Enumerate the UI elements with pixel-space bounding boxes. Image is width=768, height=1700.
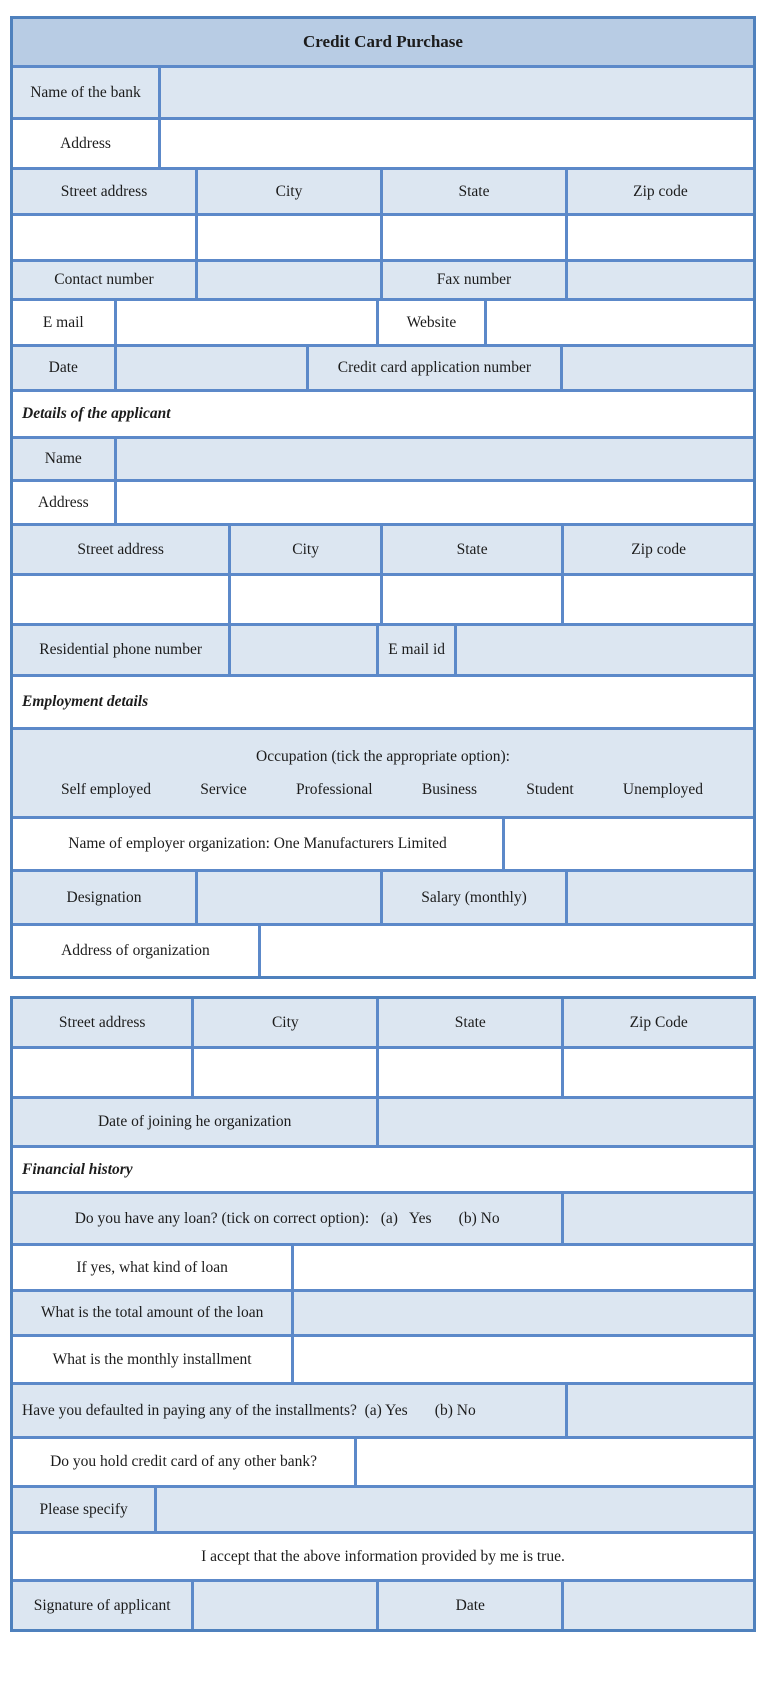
bank-state-input[interactable] xyxy=(383,216,568,259)
applicant-address-row xyxy=(13,482,753,526)
installment-input[interactable] xyxy=(294,1337,753,1382)
declaration-row xyxy=(13,1534,753,1582)
loan-amount-row xyxy=(13,1292,753,1337)
column-header-street-address: Street address xyxy=(13,170,198,213)
other-card-question-input[interactable] xyxy=(357,1439,753,1485)
email-website-row xyxy=(13,301,753,347)
occupation-option-self-employed[interactable]: Self employed xyxy=(61,781,151,798)
org-address-header-row xyxy=(13,999,753,1049)
column-header-city: City xyxy=(231,526,383,573)
column-header-zip-code: Zip code xyxy=(631,540,686,558)
org-city-input[interactable] xyxy=(194,1049,379,1096)
column-header-state: State xyxy=(383,170,568,213)
applicant-state-input[interactable] xyxy=(383,576,564,623)
phone-email-id-row xyxy=(13,626,753,677)
org-state-input[interactable] xyxy=(379,1049,564,1096)
default-question-input[interactable] xyxy=(568,1385,753,1436)
bank-address-label: Address xyxy=(13,120,161,167)
occupation-cell xyxy=(13,730,753,816)
loan-amount-input[interactable] xyxy=(294,1292,753,1334)
please-specify-label: Please specify xyxy=(13,1488,157,1531)
section-financial-history: Financial history xyxy=(22,1160,133,1178)
column-header-street-address: Street address xyxy=(13,999,194,1046)
cc-application-number-input[interactable] xyxy=(563,347,753,389)
applicant-zip-code-input[interactable] xyxy=(564,576,753,623)
org-zip-code-input[interactable] xyxy=(564,1049,753,1096)
date-of-joining-label: Date of joining he organization xyxy=(13,1099,379,1145)
designation-salary-row xyxy=(13,872,753,926)
bank-address-header-row xyxy=(13,170,753,216)
designation-label: Designation xyxy=(13,872,198,923)
loan-kind-row xyxy=(13,1246,753,1292)
applicant-name-row xyxy=(13,439,753,482)
applicant-city-input[interactable] xyxy=(231,576,383,623)
applicant-name-label: Name xyxy=(13,439,117,479)
loan-amount-label: What is the total amount of the loan xyxy=(13,1292,294,1334)
please-specify-input[interactable] xyxy=(157,1488,753,1531)
fax-number-label: Fax number xyxy=(383,262,568,298)
default-question-label: Have you defaulted in paying any of the installments? (a) Yes (b) No xyxy=(13,1385,568,1436)
applicant-name-input[interactable] xyxy=(117,439,753,479)
org-address-row xyxy=(13,926,753,976)
cc-application-number-label: Credit card application number xyxy=(309,347,563,389)
signature-label: Signature of applicant xyxy=(13,1582,194,1629)
occupation-row xyxy=(13,730,753,819)
contact-number-input[interactable] xyxy=(198,262,383,298)
email-label: E mail xyxy=(13,301,117,344)
declaration-text: I accept that the above information provided by me is true. xyxy=(201,1547,565,1565)
employer-organization-label: Name of employer organization: One Manufacturers Limited xyxy=(13,819,505,869)
date-of-joining-row xyxy=(13,1099,753,1148)
signature-input[interactable] xyxy=(194,1582,379,1629)
contact-fax-row xyxy=(13,262,753,301)
please-specify-row xyxy=(13,1488,753,1534)
occupation-option-service[interactable]: Service xyxy=(200,781,247,798)
date-label: Date xyxy=(13,347,117,389)
fax-number-input[interactable] xyxy=(568,262,753,298)
occupation-prompt: Occupation (tick the appropriate option): xyxy=(256,747,510,765)
designation-input[interactable] xyxy=(198,872,383,923)
loan-question-input[interactable] xyxy=(564,1194,753,1243)
bank-address-input-row xyxy=(13,216,753,262)
org-street-address-input[interactable] xyxy=(13,1049,194,1096)
organization-financial-table xyxy=(10,996,756,1632)
applicant-address-label: Address xyxy=(13,482,117,523)
bank-name-input[interactable] xyxy=(161,68,753,117)
occupation-option-professional[interactable]: Professional xyxy=(295,781,373,798)
org-address-input[interactable] xyxy=(261,926,753,976)
column-header-zip-code: Zip Code xyxy=(629,1013,688,1031)
contact-number-label: Contact number xyxy=(13,262,198,298)
signature-date-input[interactable] xyxy=(564,1582,753,1629)
signature-row xyxy=(13,1582,753,1629)
column-header-zip-code: Zip code xyxy=(633,182,688,200)
other-card-question-label: Do you hold credit card of any other bank? xyxy=(13,1439,357,1485)
column-header-city: City xyxy=(194,999,379,1046)
applicant-section-row xyxy=(13,392,753,439)
bank-city-input[interactable] xyxy=(198,216,383,259)
column-header-state: State xyxy=(383,526,564,573)
employment-section-row xyxy=(13,677,753,730)
website-input[interactable] xyxy=(487,301,753,344)
email-id-input[interactable] xyxy=(457,626,753,674)
column-header-street-address: Street address xyxy=(13,526,231,573)
org-address-label: Address of organization xyxy=(13,926,261,976)
employer-organization-input[interactable] xyxy=(505,819,753,869)
occupation-options xyxy=(13,780,753,799)
applicant-street-address-input[interactable] xyxy=(13,576,231,623)
default-question-row xyxy=(13,1385,753,1439)
employer-organization-row xyxy=(13,819,753,872)
installment-row xyxy=(13,1337,753,1385)
date-application-row xyxy=(13,347,753,392)
installment-label: What is the monthly installment xyxy=(13,1337,294,1382)
loan-kind-input[interactable] xyxy=(294,1246,753,1289)
loan-kind-label: If yes, what kind of loan xyxy=(13,1246,294,1289)
bank-name-label: Name of the bank xyxy=(13,68,161,117)
bank-street-address-input[interactable] xyxy=(13,216,198,259)
section-details-of-applicant: Details of the applicant xyxy=(22,405,171,423)
bank-zip-code-input[interactable] xyxy=(568,216,753,259)
column-header-city: City xyxy=(198,170,383,213)
org-address-input-row xyxy=(13,1049,753,1099)
applicant-address-header-row xyxy=(13,526,753,576)
form-title: Credit Card Purchase xyxy=(303,32,463,52)
occupation-option-unemployed[interactable]: Unemployed xyxy=(622,781,703,798)
occupation-option-student[interactable]: Student xyxy=(526,781,574,798)
email-input[interactable] xyxy=(117,301,380,344)
residential-phone-label: Residential phone number xyxy=(13,626,231,674)
financial-section-row xyxy=(13,1148,753,1194)
date-input[interactable] xyxy=(117,347,309,389)
applicant-address-input[interactable] xyxy=(117,482,753,523)
website-label: Website xyxy=(379,301,486,344)
bank-address-input[interactable] xyxy=(161,120,753,167)
title-row xyxy=(13,19,753,68)
bank-address-row xyxy=(13,120,753,170)
applicant-address-input-row xyxy=(13,576,753,626)
date-of-joining-input[interactable] xyxy=(379,1099,753,1145)
bank-name-row xyxy=(13,68,753,120)
email-id-label: E mail id xyxy=(379,626,457,674)
salary-input[interactable] xyxy=(568,872,753,923)
section-employment-details: Employment details xyxy=(22,693,149,711)
signature-date-label: Date xyxy=(379,1582,564,1629)
residential-phone-input[interactable] xyxy=(231,626,379,674)
salary-label: Salary (monthly) xyxy=(383,872,568,923)
occupation-option-business[interactable]: Business xyxy=(421,781,478,798)
loan-question-label: Do you have any loan? (tick on correct option): (a) Yes (b) No xyxy=(13,1194,564,1243)
loan-question-row xyxy=(13,1194,753,1246)
other-card-row xyxy=(13,1439,753,1488)
column-header-state: State xyxy=(379,999,564,1046)
bank-applicant-employment-table xyxy=(10,16,756,979)
